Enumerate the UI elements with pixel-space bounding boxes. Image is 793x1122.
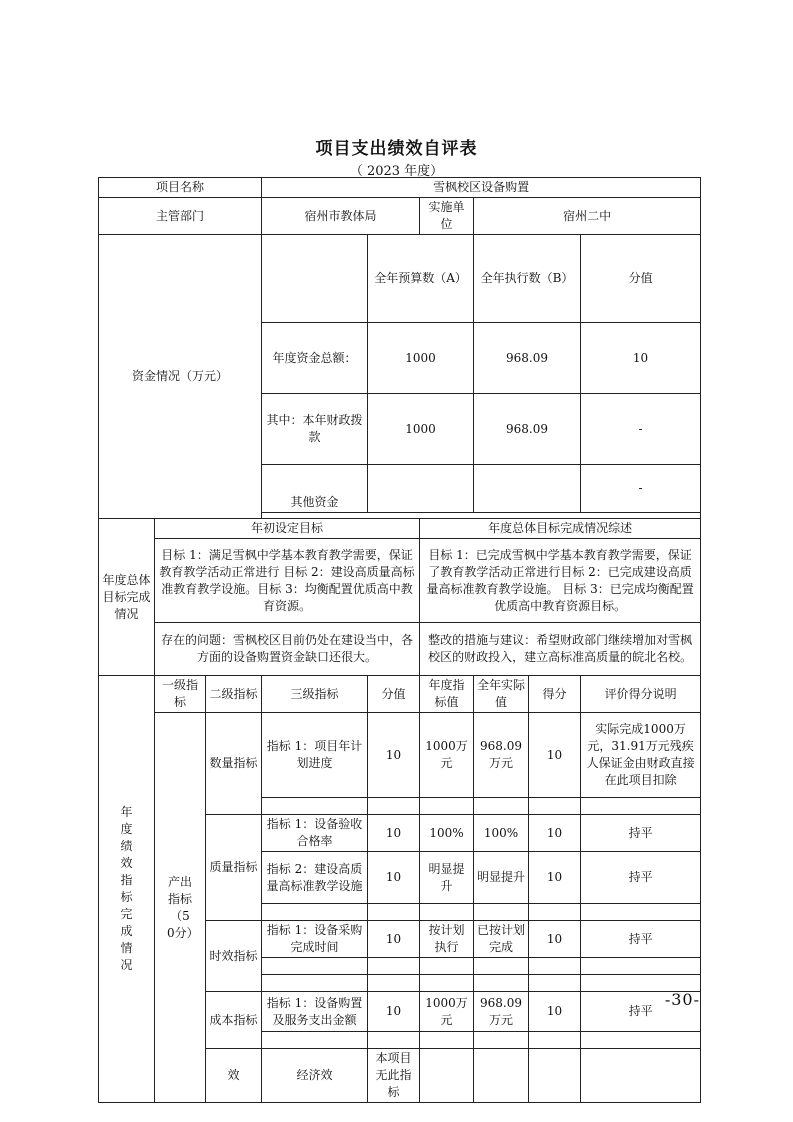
empty-cell: [529, 904, 581, 921]
funds-header-blank: [262, 235, 368, 323]
indicator-score: 10: [529, 852, 581, 904]
empty-cell: [420, 904, 474, 921]
funds-row-budget: [368, 465, 474, 513]
level1-output: 产出指标（50分）: [155, 713, 206, 1103]
funds-row-label: 年度资金总额：: [262, 323, 368, 394]
empty-cell: [368, 798, 420, 815]
indicator-actual: 明显提升: [474, 852, 529, 904]
level2-economic: 经济效: [262, 1049, 368, 1103]
page-number: -30-: [664, 990, 700, 1009]
indicator-note: 持平: [581, 921, 701, 958]
indicator-name: 指标 1：设备采购完成时间: [262, 921, 368, 958]
indicator-score-value: 10: [368, 852, 420, 904]
empty-cell: [368, 1032, 420, 1049]
empty-cell: [420, 975, 474, 992]
indicator-name: 指标 1：项目年计划进度: [262, 713, 368, 798]
evaluation-table: [98, 177, 701, 1103]
empty-cell: [581, 975, 701, 992]
indicator-score: 10: [529, 815, 581, 852]
indicator-target: 1000万元: [420, 713, 474, 798]
indicator-target: 100%: [420, 815, 474, 852]
indicator-name: 本项目无此指标: [368, 1049, 420, 1103]
perf-header-score-value: 分值: [368, 676, 420, 713]
empty-cell: [262, 798, 368, 815]
goals-initial-header: 年初设定目标: [155, 519, 420, 539]
indicator-note: 持平: [581, 992, 701, 1032]
indicator-score: 10: [529, 921, 581, 958]
empty-cell: [529, 798, 581, 815]
indicator-target: 明显提升: [420, 852, 474, 904]
perf-header-note: 评价得分说明: [581, 676, 701, 713]
perf-header-target: 年度指标值: [420, 676, 474, 713]
empty-cell: [581, 904, 701, 921]
goals-summary-header: 年度总体目标完成情况综述: [420, 519, 701, 539]
page-subtitle: （ 2023 年度）: [349, 164, 444, 179]
empty-cell: [368, 958, 420, 975]
goals-initial-text: 目标 1：满足雪枫中学基本教育教学需要，保证教育教学活动正常进行 目标 2：建设高质量高标准教育教学设施。目标 3：均衡配置优质高中教育资源。: [155, 539, 420, 623]
indicator-score-value: 10: [368, 815, 420, 852]
empty-cell: [474, 1049, 529, 1103]
indicator-actual: 100%: [474, 815, 529, 852]
empty-cell: [262, 958, 368, 975]
funds-header-score-value: 分值: [581, 235, 701, 323]
project-name-value: 雪枫校区设备购置: [262, 178, 701, 198]
empty-cell: [581, 1049, 701, 1103]
empty-cell: [529, 975, 581, 992]
indicator-score-value: 10: [368, 921, 420, 958]
funds-header-executed: 全年执行数（B）: [474, 235, 581, 323]
indicator-actual: 已按计划完成: [474, 921, 529, 958]
empty-cell: [581, 1032, 701, 1049]
page-title: 项目支出绩效自评表: [315, 139, 478, 159]
empty-cell: [368, 904, 420, 921]
funds-row-executed: [474, 465, 581, 513]
funds-row-label: 其中：本年财政拨款: [262, 394, 368, 465]
funds-row-score-value: 10: [581, 323, 701, 394]
funds-row-label: 其他资金: [262, 465, 368, 513]
level2-group: 数量指标: [206, 713, 262, 815]
empty-cell: [420, 1032, 474, 1049]
funds-row-score-value: -: [581, 465, 701, 513]
funds-label: 资金情况（万元）: [99, 235, 262, 519]
funds-row-budget: 1000: [368, 323, 474, 394]
indicator-target: 按计划执行: [420, 921, 474, 958]
goals-problem-text: 存在的问题：雪枫校区目前仍处在建设当中，各方面的设备购置资金缺口还很大。: [155, 623, 420, 676]
goals-summary-text: 目标 1：已完成雪枫中学基本教育教学需要，保证了教育教学活动正常进行目标 2：已完成建设高质量高标准教育教学设施。 目标 3：已完成均衡配置优质高中教育资源目标。: [420, 539, 701, 623]
empty-cell: [474, 904, 529, 921]
dept-value: 宿州市教体局: [262, 198, 420, 235]
funds-row-score-value: -: [581, 394, 701, 465]
empty-cell: [529, 958, 581, 975]
empty-cell: [262, 1032, 368, 1049]
indicator-actual: 968.09万元: [474, 713, 529, 798]
empty-cell: [474, 958, 529, 975]
indicator-note: 持平: [581, 852, 701, 904]
indicator-score-value: 10: [368, 992, 420, 1032]
level1-effect: 效: [206, 1049, 262, 1103]
empty-cell: [262, 904, 368, 921]
funds-row-executed: 968.09: [474, 323, 581, 394]
dept-label: 主管部门: [99, 198, 262, 235]
perf-header-level3: 三级指标: [262, 676, 368, 713]
empty-cell: [529, 1049, 581, 1103]
empty-cell: [368, 975, 420, 992]
perf-header-actual: 全年实际值: [474, 676, 529, 713]
empty-cell: [581, 958, 701, 975]
empty-cell: [474, 1032, 529, 1049]
funds-header-budget: 全年预算数（A）: [368, 235, 474, 323]
indicator-score-value: 10: [368, 713, 420, 798]
indicator-name: 指标 1：设备验收合格率: [262, 815, 368, 852]
impl-label: 实施单位: [420, 198, 474, 235]
indicator-note: 持平: [581, 815, 701, 852]
performance-label: 年度绩效指标完成情况: [99, 676, 155, 1103]
empty-cell: [529, 1032, 581, 1049]
empty-cell: [581, 798, 701, 815]
funds-row-budget: 1000: [368, 394, 474, 465]
project-name-label: 项目名称: [99, 178, 262, 198]
empty-cell: [474, 798, 529, 815]
perf-header-level2: 二级指标: [206, 676, 262, 713]
empty-cell: [420, 1049, 474, 1103]
indicator-score: 10: [529, 713, 581, 798]
perf-header-level1: 一级指标: [155, 676, 206, 713]
empty-cell: [262, 975, 368, 992]
indicator-score: 10: [529, 992, 581, 1032]
empty-cell: [420, 798, 474, 815]
level2-group: 成本指标: [206, 992, 262, 1049]
level2-group: 质量指标: [206, 815, 262, 921]
impl-value: 宿州二中: [474, 198, 701, 235]
perf-header-score: 得分: [529, 676, 581, 713]
indicator-actual: 968.09万元: [474, 992, 529, 1032]
goals-label: 年度总体目标完成情况: [99, 519, 155, 676]
indicator-name: 指标 2：建设高质量高标准教学设施: [262, 852, 368, 904]
empty-cell: [474, 975, 529, 992]
level2-group: 时效指标: [206, 921, 262, 992]
goals-measures-text: 整改的措施与建议：希望财政部门继续增加对雪枫校区的财政投入，建立高标准高质量的皖北名校。: [420, 623, 701, 676]
funds-row-executed: 968.09: [474, 394, 581, 465]
empty-cell: [420, 958, 474, 975]
indicator-target: 1000万元: [420, 992, 474, 1032]
indicator-name: 指标 1：设备购置及服务支出金额: [262, 992, 368, 1032]
indicator-note: 实际完成1000万元，31.91万元残疾人保证金由财政直接在此项目扣除: [581, 713, 701, 798]
